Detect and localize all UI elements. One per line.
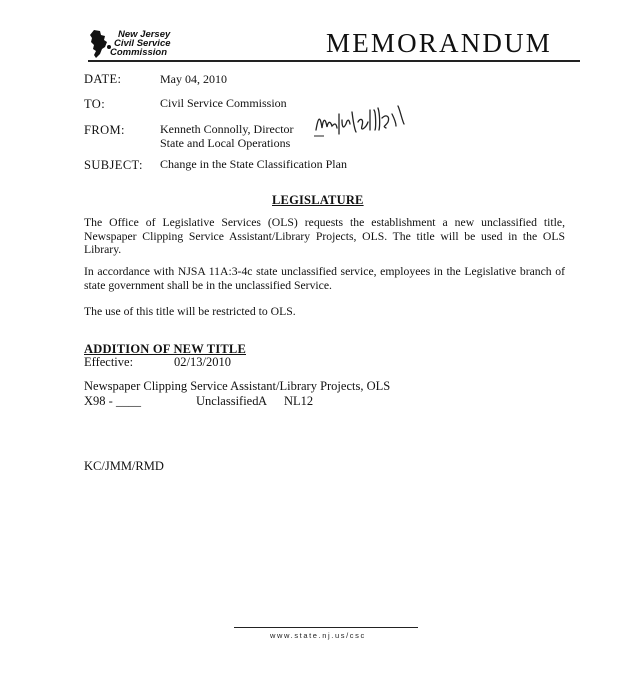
agency-name-line2: Civil Service [114, 38, 171, 49]
to-value: Civil Service Commission [160, 96, 287, 110]
date-value: May 04, 2010 [160, 72, 227, 86]
memorandum-title: MEMORANDUM [326, 28, 553, 58]
body-paragraph-1: The Office of Legislative Services (OLS) requests the establishment a new unclassified title, Newspaper Clipping Service Assistant/Library Projects, OLS. The title will be used in the OLS Library. [84, 216, 565, 257]
effective-date: 02/13/2010 [174, 355, 231, 369]
to-label: TO: [84, 97, 106, 111]
subject-label: SUBJECT: [84, 158, 143, 172]
footer-url: www.state.nj.us/csc [270, 631, 366, 640]
classification: Unclassified [196, 394, 259, 408]
footer-rule [234, 627, 418, 628]
body-paragraph-2: In accordance with NJSA 11A:3-4c state unclassified service, employees in the Legislative branch of state government shall be in the unclassified Service. [84, 265, 565, 292]
section-heading: LEGISLATURE [272, 193, 364, 207]
header-rule [88, 60, 580, 62]
from-value-name: Kenneth Connolly, Director [160, 122, 294, 136]
subject-value: Change in the State Classification Plan [160, 157, 347, 171]
agency-name-line1: New Jersey [118, 29, 171, 40]
agency-logo [88, 27, 208, 63]
class-code: A [258, 394, 268, 408]
agency-name-line3: Commission [110, 47, 168, 58]
initials: KC/JMM/RMD [84, 459, 164, 473]
new-title-name: Newspaper Clipping Service Assistant/Library Projects, OLS [84, 379, 391, 393]
signature [312, 100, 412, 144]
from-value-division: State and Local Operations [160, 136, 291, 150]
from-label: FROM: [84, 123, 125, 137]
date-label: DATE: [84, 72, 122, 86]
addition-heading: ADDITION OF NEW TITLE [84, 342, 246, 356]
body-paragraph-3: The use of this title will be restricted to OLS. [84, 305, 296, 318]
title-code: X98 - ____ [84, 394, 141, 408]
effective-label: Effective: [84, 355, 134, 369]
salary-range: NL12 [284, 394, 314, 408]
